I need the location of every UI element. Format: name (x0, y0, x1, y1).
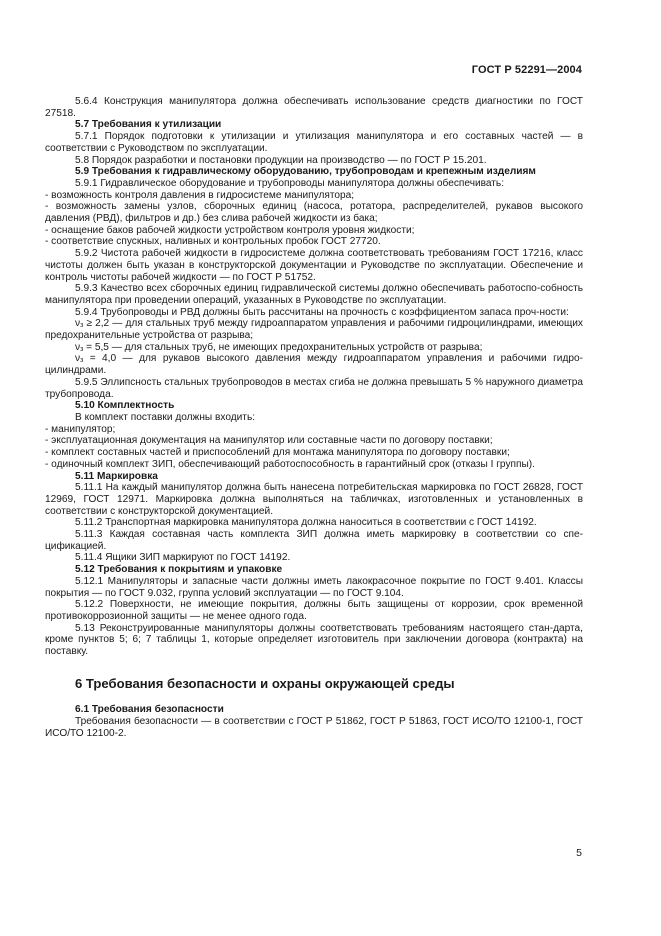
list-item: - соответствие спускных, наливных и контрольных пробок ГОСТ 27720. (45, 236, 381, 248)
safety-factor-symbol: ν (75, 353, 81, 365)
clause-5-11-1: 5.11.1 На каждый манипулятор должна быть нанесена потребительская маркировка по ГОСТ 26828, ГОСТ 12969, ГОСТ 12971. Маркировка должна выполняться на табличках, изготовленных и установленных в соответствии с конструкторской документацией. (45, 482, 583, 517)
clause-5-7-1: 5.7.1 Порядок подготовки к утилизации и утилизация манипулятора и его составных частей — в соответствии с Руководством по эксплуатации. (45, 131, 583, 154)
safety-factor-subscript: з (80, 345, 84, 353)
clause-5-11-3: 5.11.3 Каждая составная часть комплекта ЗИП должна иметь маркировку в соответствии со спе-цификацией. (45, 529, 583, 552)
safety-factor-symbol: ν (75, 341, 81, 353)
safety-factor-subscript: з (80, 322, 84, 330)
section-heading-5-11: 5.11 Маркировка (75, 470, 158, 482)
coefficient-text: = 4,0 — для рукавов высокого давления между гидроаппаратом управления и рабочими гидро-цилиндрами. (45, 353, 583, 377)
coefficient-item (45, 353, 583, 376)
clause-5-6-4: 5.6.4 Конструкция манипулятора должна обеспечивать использование средств диагностики по ГОСТ 27518. (45, 96, 583, 119)
section-heading-6-1: 6.1 Требования безопасности (75, 704, 224, 716)
list-item: - возможность контроля давления в гидросистеме манипулятора; (45, 189, 355, 201)
clause-5-10: В комплект поставки должны входить: (75, 411, 256, 423)
clause-5-9-1: 5.9.1 Гидравлическое оборудование и трубопроводы манипулятора должны обеспечивать: (75, 177, 505, 189)
clause-5-9-2: 5.9.2 Чистота рабочей жидкости в гидросистеме должна соответствовать требованиям ГОСТ 17216, класс чистоты должен быть указан в конструкторской документации и Руководстве по эксплуатации. Обеспечение и контроль чистоты рабочей жидкости — по ГОСТ Р 51752. (45, 248, 583, 283)
section-heading-5-10: 5.10 Комплектность (75, 400, 175, 412)
list-item: - возможность замены узлов, сборочных единиц (насоса, ротатора, распределителей, рукавов высокого давления (РВД), фильтров и др.) без слива рабочей жидкости из бака; (45, 201, 583, 225)
clause-5-13: 5.13 Реконструированные манипуляторы должны соответствовать требованиям настоящего стан-дарта, кроме пунктов 5; 6; 7 таблицы 1, которые определяет изготовитель при заключении договора (контракта) на поставку. (45, 622, 583, 658)
list-item: - манипулятор; (45, 423, 116, 435)
clause-6-1: Требования безопасности — в соответствии с ГОСТ Р 51862, ГОСТ Р 51863, ГОСТ ИСО/ТО 12100-1, ГОСТ ИСО/ТО 12100-2. (45, 716, 583, 739)
list-item: - оснащение баков рабочей жидкости устройством контроля уровня жидкости; (45, 224, 415, 236)
clause-5-9-5: 5.9.5 Эллипсность стальных трубопроводов в местах сгиба не должна превышать 5 % наружного диаметра трубопровода. (45, 376, 583, 400)
section-heading-5-9: 5.9 Требования к гидравлическому оборудованию, трубопроводам и крепежным изделиям (75, 166, 536, 178)
list-item: - эксплуатационная документация на манипулятор или составные части по договору поставки; (45, 435, 493, 447)
clause-5-9-4: 5.9.4 Трубопроводы и РВД должны быть рассчитаны на прочность с коэффициентом запаса проч-ности: (75, 306, 569, 318)
clause-5-11-4: 5.11.4 Ящики ЗИП маркируют по ГОСТ 14192. (75, 552, 291, 564)
list-item: - комплект составных частей и приспособлений для монтажа манипулятора по договору поставки; (45, 447, 510, 459)
list-item: - одиночный комплект ЗИП, обеспечивающий работоспособность в гарантийный срок (отказы I группы). (45, 458, 535, 470)
safety-factor-symbol: ν (75, 318, 81, 330)
section-heading-5-12: 5.12 Требования к покрытиям и упаковке (75, 564, 283, 576)
coefficient-item (45, 318, 583, 341)
clause-5-8: 5.8 Порядок разработки и постановки продукции на производство — по ГОСТ Р 15.201. (75, 154, 487, 166)
coefficient-text: ≥ 2,2 — для стальных труб между гидроаппаратом управления и рабочими гидроцилиндрами, имеющих предохранительные устройства от разрыва; (45, 318, 583, 342)
document-body (45, 96, 583, 740)
coefficient-text: = 5,5 — для стальных труб, не имеющих предохранительных устройств от разрыва; (83, 341, 483, 353)
chapter-heading-6: 6 Требования безопасности и охраны окружающей среды (75, 675, 455, 691)
section-heading-5-7: 5.7 Требования к утилизации (75, 119, 222, 131)
clause-5-12-2: 5.12.2 Поверхности, не имеющие покрытия, должны быть защищены от коррозии, срок временной противокоррозионной защиты — не менее одного года. (45, 599, 583, 622)
document-code: ГОСТ Р 52291—2004 (471, 64, 582, 76)
clause-5-11-2: 5.11.2 Транспортная маркировка манипулятора должна наноситься в соответствии с ГОСТ 14192. (75, 517, 537, 529)
page-number: 5 (576, 847, 582, 859)
clause-5-9-3: 5.9.3 Качество всех сборочных единиц гидравлической системы должно обеспечивать работоспо-собность манипулятора при проведении операций, указанных в Руководстве по эксплуатации. (45, 283, 583, 306)
clause-5-12-1: 5.12.1 Манипуляторы и запасные части должны иметь лакокрасочное покрытие по ГОСТ 9.401. Классы покрытия — по ГОСТ 9.032, группа условий эксплуатации — по ГОСТ 9.104. (45, 575, 583, 599)
safety-factor-subscript: з (80, 357, 84, 365)
coefficient-item (45, 342, 583, 354)
